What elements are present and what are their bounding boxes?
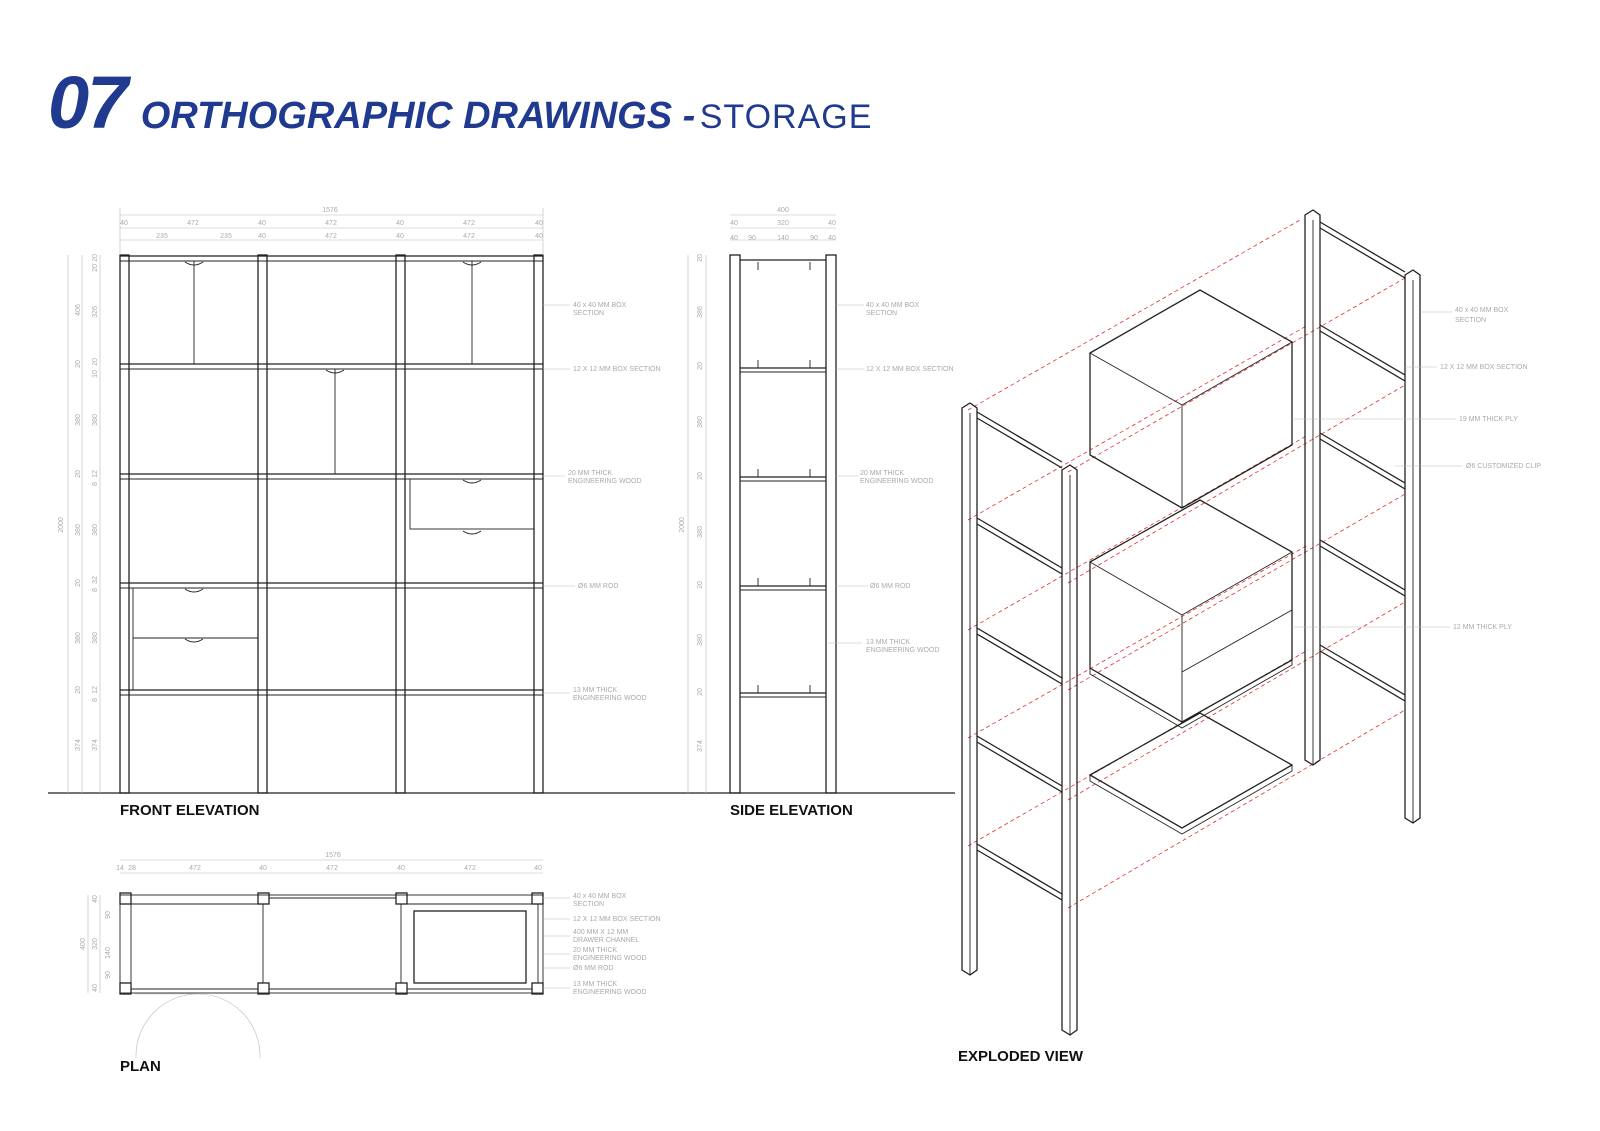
dim-label: 380: [697, 416, 704, 428]
dim-label: 90: [105, 971, 112, 979]
dim-label: 40: [120, 220, 128, 227]
dim-label: 20: [75, 360, 82, 368]
dim-label: 326: [92, 306, 99, 318]
front-doors: [133, 261, 534, 690]
note-label: ENGINEERING WOOD: [573, 955, 647, 962]
note-label: 13 MM THICK: [866, 639, 911, 646]
note-label: 40 x 40 MM BOX: [573, 302, 627, 309]
dim-label: 374: [75, 739, 82, 751]
front-elevation: [58, 207, 661, 793]
dim-label: 380: [697, 526, 704, 538]
note-label: ENGINEERING WOOD: [860, 478, 934, 485]
dim-label: 14: [116, 865, 124, 872]
side-elevation: [679, 207, 954, 793]
note-label: 12 X 12 MM BOX SECTION: [573, 366, 661, 373]
dim-label: 90: [810, 235, 818, 242]
note-label: Ø6 MM ROD: [578, 583, 619, 590]
dim-label: 472: [464, 865, 476, 872]
exploded-view: [962, 210, 1541, 1035]
note-label: SECTION: [866, 310, 898, 317]
front-post: [258, 255, 267, 793]
dim-label: 472: [189, 865, 201, 872]
dim-label: 2000: [58, 517, 65, 533]
dim-label: 20: [697, 688, 704, 696]
note-label: 12 X 12 MM BOX SECTION: [1440, 364, 1528, 371]
note-label: ENGINEERING WOOD: [573, 989, 647, 996]
note-label: 12 X 12 MM BOX SECTION: [573, 916, 661, 923]
note-label: SECTION: [573, 310, 605, 317]
note-label: 12 MM THICK PLY: [1453, 624, 1512, 631]
dim-label: 40: [396, 233, 404, 240]
dim-label: 8: [92, 588, 99, 592]
dim-label: 320: [92, 938, 99, 950]
dim-label: 40: [730, 235, 738, 242]
dim-label: 140: [777, 235, 789, 242]
dim-label: 406: [75, 304, 82, 316]
dim-label: 40: [396, 220, 404, 227]
title-main: ORTHOGRAPHIC DRAWINGS -: [140, 95, 696, 137]
dim-label: 472: [325, 220, 337, 227]
note-label: Ø6 MM ROD: [870, 583, 911, 590]
dim-label: 40: [259, 865, 267, 872]
dim-label: 40: [534, 865, 542, 872]
dim-label: 380: [75, 414, 82, 426]
drawer-unit: [1090, 500, 1292, 728]
plan-notes: [543, 893, 661, 996]
exploded-notes: [1292, 307, 1541, 631]
dim-label: 8: [92, 482, 99, 486]
dim-label: 235: [220, 233, 232, 240]
dim-label: 12: [92, 470, 99, 478]
note-label: 13 MM THICK: [573, 981, 618, 988]
front-post: [120, 255, 129, 793]
right-frame: [1305, 210, 1420, 823]
dim-label: 472: [463, 220, 475, 227]
note-label: 12 X 12 MM BOX SECTION: [866, 366, 954, 373]
dim-label: 20: [75, 686, 82, 694]
plan-posts: [120, 893, 543, 994]
dim-label: 386: [697, 306, 704, 318]
dim-label: 40: [92, 895, 99, 903]
side-post: [826, 255, 836, 793]
front-post: [534, 255, 543, 793]
dim-label: 20: [92, 264, 99, 272]
dim-label: 40: [258, 220, 266, 227]
plan-dimensions: [80, 852, 543, 993]
dim-label: 472: [326, 865, 338, 872]
title-sub: STORAGE: [699, 98, 873, 136]
plan-outline: [120, 895, 543, 993]
note-label: ENGINEERING WOOD: [866, 647, 940, 654]
section-number: 07: [48, 61, 127, 144]
front-post: [396, 255, 405, 793]
note-label: 13 MM THICK: [573, 687, 618, 694]
caption-front-elevation: FRONT ELEVATION: [120, 802, 260, 819]
note-label: 20 MM THICK: [568, 470, 613, 477]
front-shelves: [120, 256, 543, 695]
dim-label: 40: [397, 865, 405, 872]
plan-view: [80, 852, 661, 1058]
note-label: 400 MM X 12 MM: [573, 929, 629, 936]
side-shelves: [740, 260, 826, 697]
dim-label: 20: [697, 254, 704, 262]
dim-label: 380: [92, 524, 99, 536]
dim-label: 40: [535, 220, 543, 227]
dim-label: 40: [258, 233, 266, 240]
caption-side-elevation: SIDE ELEVATION: [730, 802, 853, 819]
dim-label: 8: [92, 698, 99, 702]
dim-label: 90: [105, 911, 112, 919]
dim-label: 374: [92, 739, 99, 751]
dim-label: 12: [92, 686, 99, 694]
front-notes: [543, 302, 661, 702]
dim-label: 320: [777, 220, 789, 227]
dim-label: 20: [697, 581, 704, 589]
note-label: 40 x 40 MM BOX: [1455, 307, 1509, 314]
dim-label: 20: [75, 579, 82, 587]
dim-label: 380: [92, 632, 99, 644]
dim-label: 40: [92, 984, 99, 992]
door-swing: [135, 994, 260, 1058]
dim-label: 380: [697, 634, 704, 646]
note-label: Ø6 CUSTOMIZED CLIP: [1466, 463, 1541, 470]
caption-plan: PLAN: [120, 1058, 161, 1075]
dim-label: 40: [828, 220, 836, 227]
dim-label: 400: [777, 207, 789, 214]
dim-label: 20: [75, 470, 82, 478]
left-frame: [962, 403, 1077, 1035]
note-label: Ø6 MM ROD: [573, 965, 614, 972]
dim-label: 472: [325, 233, 337, 240]
caption-exploded-view: EXPLODED VIEW: [958, 1048, 1084, 1065]
dim-label: 20: [697, 362, 704, 370]
side-dimensions: [679, 207, 836, 793]
dim-label: 374: [697, 740, 704, 752]
note-label: 40 x 40 MM BOX: [573, 893, 627, 900]
dim-label: 28: [128, 865, 136, 872]
dim-label: 40: [730, 220, 738, 227]
note-label: 19 MM THICK PLY: [1459, 416, 1518, 423]
side-notes: [828, 302, 954, 654]
shelf-board: [1090, 713, 1292, 834]
note-label: 20 MM THICK: [860, 470, 905, 477]
note-label: DRAWER CHANNEL: [573, 937, 640, 944]
dim-label: 40: [828, 235, 836, 242]
note-label: ENGINEERING WOOD: [568, 478, 642, 485]
dim-label: 235: [156, 233, 168, 240]
note-label: SECTION: [1455, 317, 1487, 324]
dim-label: 20: [92, 358, 99, 366]
dim-label: 472: [463, 233, 475, 240]
note-label: 20 MM THICK: [573, 947, 618, 954]
note-label: ENGINEERING WOOD: [573, 695, 647, 702]
dim-label: 20: [92, 254, 99, 262]
note-label: 40 x 40 MM BOX: [866, 302, 920, 309]
dim-label: 20: [697, 472, 704, 480]
dim-label: 40: [535, 233, 543, 240]
dim-label: 90: [748, 235, 756, 242]
front-dimensions: [58, 207, 543, 793]
side-post: [730, 255, 740, 793]
dim-label: 32: [92, 576, 99, 584]
dim-label: 380: [75, 632, 82, 644]
dim-label: 1576: [325, 852, 341, 859]
dim-label: 400: [80, 938, 87, 950]
dim-label: 472: [187, 220, 199, 227]
front-overall-dim: 1576: [322, 207, 338, 214]
dim-label: 140: [105, 947, 112, 959]
note-label: SECTION: [573, 901, 605, 908]
dim-label: 380: [75, 524, 82, 536]
dim-label: 380: [92, 414, 99, 426]
projection-lines: [968, 220, 1405, 908]
dim-label: 10: [92, 370, 99, 378]
plan-partitions: [131, 898, 538, 1058]
dim-label: 2000: [679, 517, 686, 533]
